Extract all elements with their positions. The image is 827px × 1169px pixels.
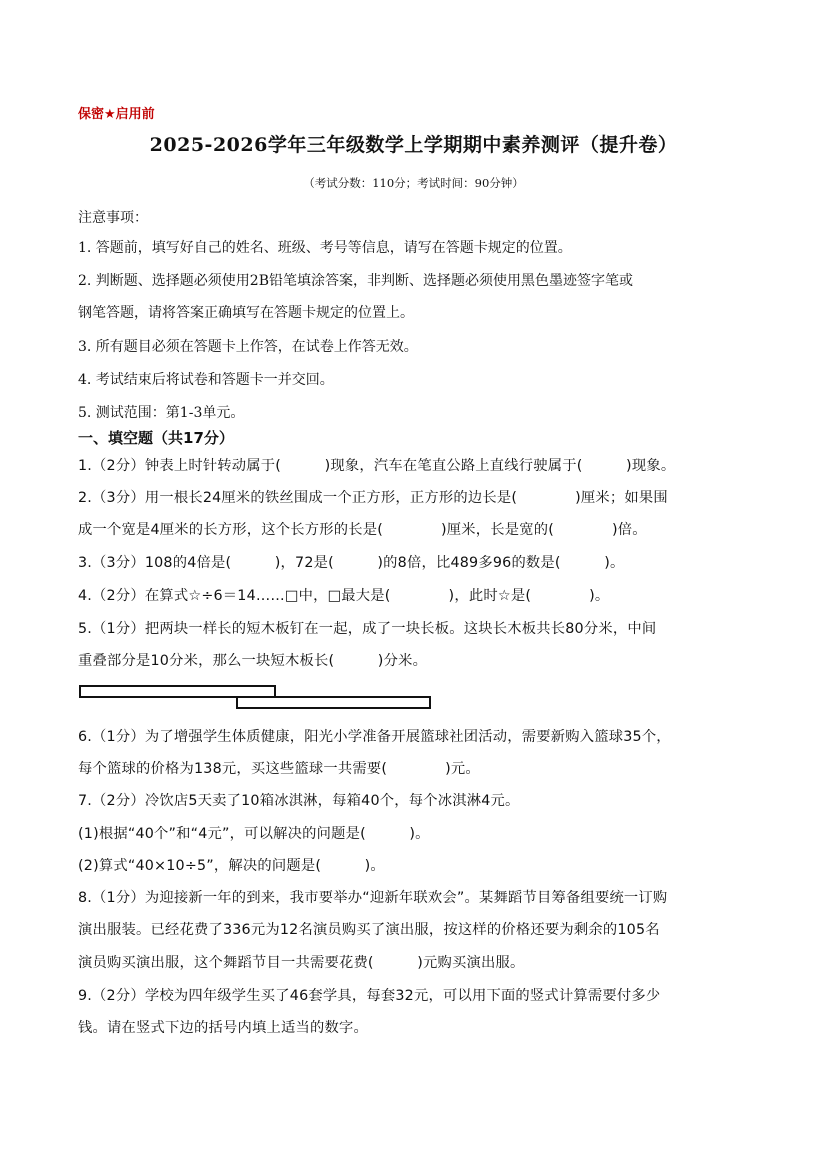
confidential-label: 保密★启用前 xyxy=(78,107,155,122)
question-9-line-2: 钱。请在竖式下边的括号内填上适当的数字。 xyxy=(78,1020,368,1036)
notes-heading: 注意事项： xyxy=(78,210,148,226)
question-1: 1.（2分）钟表上时针转动属于( )现象，汽车在笔直公路上直线行驶属于( )现象。 xyxy=(78,458,676,474)
question-2-line-2: 成一个宽是4厘米的长方形，这个长方形的长是( )厘米，长是宽的( )倍。 xyxy=(78,522,647,538)
question-5-line-1: 5.（1分）把两块一样长的短木板钉在一起，成了一块长板。这块长木板共长80分米，中间 xyxy=(78,621,657,637)
question-7-line-2: (1)根据“40个”和“4元”，可以解决的问题是( )。 xyxy=(78,826,430,842)
short-board-right xyxy=(236,696,431,709)
question-5-line-2: 重叠部分是10分米，那么一块短木板长( )分米。 xyxy=(78,653,428,669)
exam-subtitle: （考试分数：110分；考试时间：90分钟） xyxy=(303,176,524,190)
question-7-line-1: 7.（2分）冷饮店5天卖了10箱冰淇淋，每箱40个，每个冰淇淋4元。 xyxy=(78,793,520,809)
question-6-line-1: 6.（1分）为了增强学生体质健康，阳光小学准备开展篮球社团活动，需要新购入篮球35个， xyxy=(78,729,671,745)
note-line: 2. 判断题、选择题必须使用2B铅笔填涂答案，非判断、选择题必须使用黑色墨迹签字笔或 xyxy=(78,273,634,289)
note-line: 3. 所有题目必须在答题卡上作答，在试卷上作答无效。 xyxy=(78,339,418,355)
section-heading: 一、填空题（共17分） xyxy=(78,429,234,447)
question-6-line-2: 每个篮球的价格为138元，买这些篮球一共需要( )元。 xyxy=(78,761,480,777)
question-8-line-3: 演员购买演出服，这个舞蹈节目一共需要花费( )元购买演出服。 xyxy=(78,955,525,971)
note-line: 钢笔答题，请将答案正确填写在答题卡规定的位置上。 xyxy=(78,305,414,321)
question-2-line-1: 2.（3分）用一根长24厘米的铁丝围成一个正方形，正方形的边长是( )厘米；如果围 xyxy=(78,490,668,506)
question-7-line-3: (2)算式“40×10÷5”，解决的问题是( )。 xyxy=(78,858,385,874)
question-3: 3.（3分）108的4倍是( )，72是( )的8倍，比489多96的数是( )。 xyxy=(78,555,625,571)
question-8-line-2: 演出服装。已经花费了336元为12名演员购买了演出服，按这样的价格还要为剩余的105名 xyxy=(78,922,660,938)
question-9-line-1: 9.（2分）学校为四年级学生买了46套学具，每套32元，可以用下面的竖式计算需要付多少 xyxy=(78,988,661,1004)
note-line: 5. 测试范围：第1-3单元。 xyxy=(78,405,245,421)
note-line: 1. 答题前，填写好自己的姓名、班级、考号等信息，请写在答题卡规定的位置。 xyxy=(78,240,572,256)
exam-title: 2025-2026学年三年级数学上学期期中素养测评（提升卷） xyxy=(149,134,678,156)
question-4: 4.（2分）在算式☆÷6＝14……□中，□最大是( )，此时☆是( )。 xyxy=(78,588,610,604)
note-line: 4. 考试结束后将试卷和答题卡一并交回。 xyxy=(78,372,334,388)
question-8-line-1: 8.（1分）为迎接新一年的到来，我市要举办“迎新年联欢会”。某舞蹈节目筹备组要统一订购 xyxy=(78,890,668,906)
